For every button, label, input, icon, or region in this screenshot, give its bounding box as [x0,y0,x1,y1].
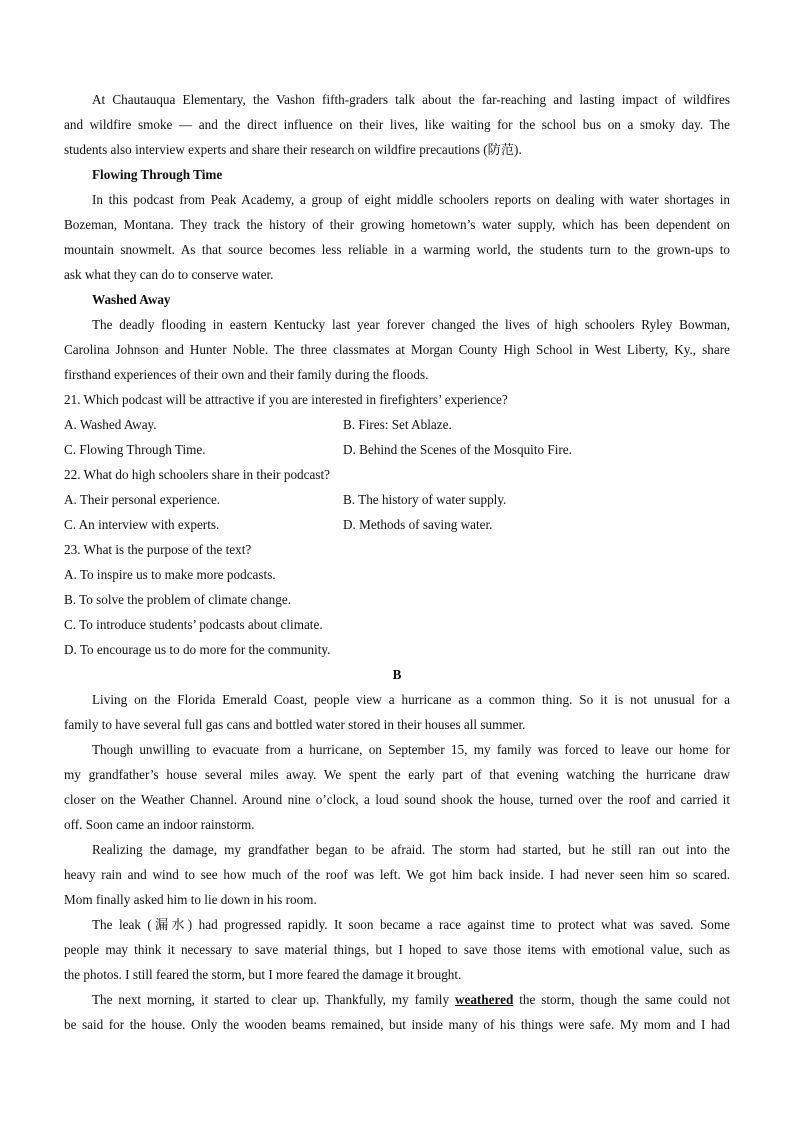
text-line: and wildfire smoke — and the direct influence on their lives, like waiting for the school bus on a smoky day. The [64,117,730,132]
section-heading: Flowing Through Time [92,167,223,182]
highlighted-word: weathered [454,992,514,1007]
question-stem: 23. What is the purpose of the text? [64,542,252,557]
section-label: B [392,667,402,682]
text-line: The deadly flooding in eastern Kentucky last year forever changed the lives of high schoolers Ryley Bowman, [92,317,730,332]
text-line: Mom finally asked him to lie down in his room. [64,892,317,907]
question-stem: 21. Which podcast will be attractive if you are interested in firefighters’ experience? [64,392,508,407]
text-line: At Chautauqua Elementary, the Vashon fifth-graders talk about the far-reaching and lasting impact of wildfires [92,92,730,107]
text-line: firsthand experiences of their own and their family during the floods. [64,367,429,382]
answer-option: C. An interview with experts. [64,517,220,532]
text-line: be said for the house. Only the wooden beams remained, but inside many of his things were safe. My mom and I had [64,1017,730,1032]
text-line: closer on the Weather Channel. Around nine o’clock, a loud sound shook the house, turned over the roof and carried it [64,792,730,807]
section-heading: Washed Away [92,292,171,307]
text-line: ask what they can do to conserve water. [64,267,274,282]
answer-option: D. Methods of saving water. [343,517,493,532]
answer-option: A. Their personal experience. [64,492,221,507]
text-line [92,987,730,1012]
text-line: Though unwilling to evacuate from a hurricane, on September 15, my family was forced to leave our home for [92,742,730,757]
text-line: off. Soon came an indoor rainstorm. [64,817,255,832]
text-line: In this podcast from Peak Academy, a group of eight middle schoolers reports on dealing with water shortages in [92,192,730,207]
text-line: the photos. I still feared the storm, but I more feared the damage it brought. [64,967,462,982]
answer-option: A. Washed Away. [64,417,157,432]
answer-option: A. To inspire us to make more podcasts. [64,567,276,582]
answer-option: C. To introduce students’ podcasts about climate. [64,617,323,632]
text-line: my grandfather’s house several miles away. We spent the early part of that evening watching the hurricane draw [64,767,730,782]
text-line: Living on the Florida Emerald Coast, people view a hurricane as a common thing. So it is not unusual for a [92,692,730,707]
text-line: Carolina Johnson and Hunter Noble. The three classmates at Morgan County High School in West Liberty, Ky., share [64,342,730,357]
text-line: heavy rain and wind to see how much of the roof was left. We got him back inside. I had never seen him so scared. [64,867,730,882]
question-stem: 22. What do high schoolers share in their podcast? [64,467,331,482]
answer-option: D. Behind the Scenes of the Mosquito Fire. [343,442,572,457]
answer-option: B. To solve the problem of climate change. [64,592,291,607]
text-segment: The next morning, it started to clear up. Thankfully, my family [92,992,455,1007]
text-line: mountain snowmelt. As that source becomes less reliable in a warming world, the students turn to the grown-ups to [64,242,730,257]
answer-option: D. To encourage us to do more for the community. [64,642,331,657]
text-segment: the storm, though the same could not [513,992,730,1007]
text-line: Realizing the damage, my grandfather began to be afraid. The storm had started, but he still ran out into the [92,842,730,857]
text-line: family to have several full gas cans and bottled water stored in their houses all summer. [64,717,526,732]
text-line: The leak (漏水) had progressed rapidly. It soon became a race against time to protect what was saved. Some [92,917,730,932]
answer-option: B. Fires: Set Ablaze. [343,417,452,432]
answer-option: C. Flowing Through Time. [64,442,206,457]
text-line: people may think it necessary to save material things, but I hoped to save those items with emotional value, such as [64,942,730,957]
text-line: students also interview experts and share their research on wildfire precautions (防范). [64,142,522,157]
answer-option: B. The history of water supply. [343,492,507,507]
text-line: Bozeman, Montana. They track the history of their growing hometown’s water supply, which has been dependent on [64,217,730,232]
